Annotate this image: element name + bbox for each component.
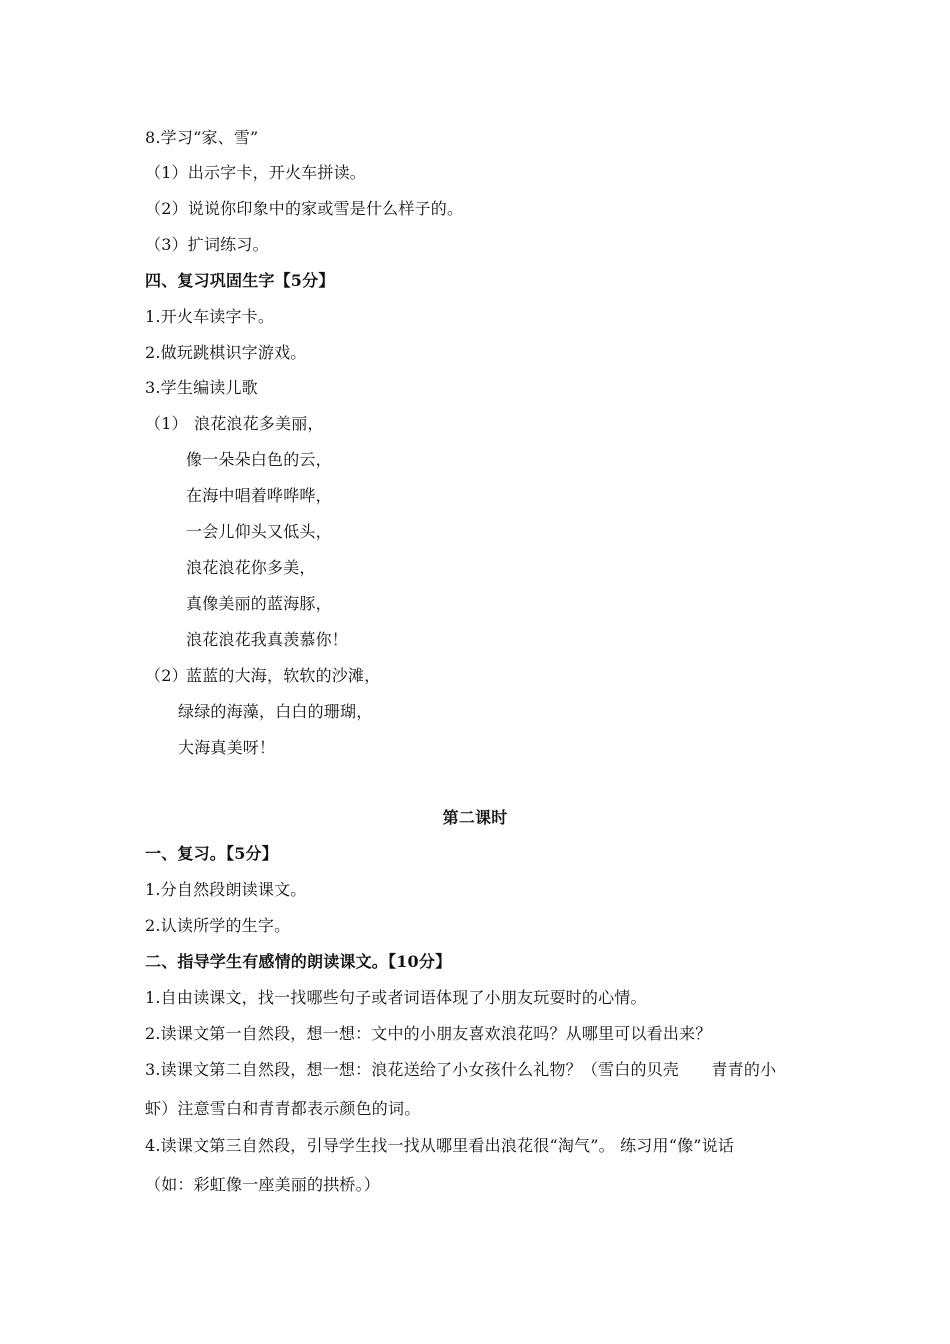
poem-1-line: 浪花浪花我真羡慕你！ bbox=[186, 630, 349, 649]
review-item-1: 1.开火车读字卡。 bbox=[145, 307, 275, 326]
poem-1-line: 像一朵朵白色的云， bbox=[186, 450, 332, 469]
poem-2-marker: （2） bbox=[145, 666, 188, 685]
lesson-2-part-2-item: 3.读课文第二自然段，想一想：浪花送给了小女孩什么礼物？（雪白的贝壳 青青的小 bbox=[145, 1060, 777, 1079]
lesson-2-title: 第二课时 bbox=[442, 808, 508, 827]
poem-1-line: 浪花浪花你多美， bbox=[186, 558, 316, 577]
review-heading: 四、复习巩固生字【5分】 bbox=[145, 271, 335, 290]
review-item-3: 3.学生编读儿歌 bbox=[145, 378, 258, 397]
section-8-item-2: （2）说说你印象中的家或雪是什么样子的。 bbox=[145, 199, 464, 218]
section-8-title: 8.学习“家、雪” bbox=[145, 128, 259, 147]
poem-2-line: 蓝蓝的大海，软软的沙滩， bbox=[186, 666, 381, 685]
poem-1-line: 在海中唱着哗哗哗， bbox=[186, 486, 332, 505]
lesson-2-part-2-item: （如：彩虹像一座美丽的拱桥。） bbox=[145, 1175, 381, 1194]
poem-1-line: 真像美丽的蓝海豚， bbox=[186, 594, 332, 613]
poem-2-line: 绿绿的海藻，白白的珊瑚， bbox=[178, 702, 373, 721]
lesson-2-part-2-item: 1.自由读课文，找一找哪些句子或者词语体现了小朋友玩耍时的心情。 bbox=[145, 988, 647, 1007]
review-item-2: 2.做玩跳棋识字游戏。 bbox=[145, 343, 307, 362]
poem-1-line: 一会儿仰头又低头， bbox=[186, 522, 332, 541]
section-8-item-3: （3）扩词练习。 bbox=[145, 235, 269, 254]
lesson-2-part-2-item: 2.读课文第一自然段，想一想：文中的小朋友喜欢浪花吗？从哪里可以看出来？ bbox=[145, 1024, 712, 1043]
poem-1-marker: （1） bbox=[145, 414, 188, 433]
lesson-2-part-1-item: 2.认读所学的生字。 bbox=[145, 916, 291, 935]
section-8-item-1: （1）出示字卡，开火车拼读。 bbox=[145, 163, 366, 182]
lesson-2-part-1-heading: 一、复习。【5分】 bbox=[145, 844, 278, 863]
poem-2-line: 大海真美呀！ bbox=[178, 738, 276, 757]
lesson-2-part-1-item: 1.分自然段朗读课文。 bbox=[145, 880, 307, 899]
lesson-2-part-2-heading: 二、指导学生有感情的朗读课文。【10分】 bbox=[145, 952, 452, 971]
poem-1-line: 浪花浪花多美丽， bbox=[194, 414, 324, 433]
lesson-2-part-2-item: 虾）注意雪白和青青都表示颜色的词。 bbox=[145, 1099, 421, 1118]
lesson-2-part-2-item: 4.读课文第三自然段，引导学生找一找从哪里看出浪花很“淘气”。 练习用“像”说话 bbox=[145, 1136, 735, 1155]
